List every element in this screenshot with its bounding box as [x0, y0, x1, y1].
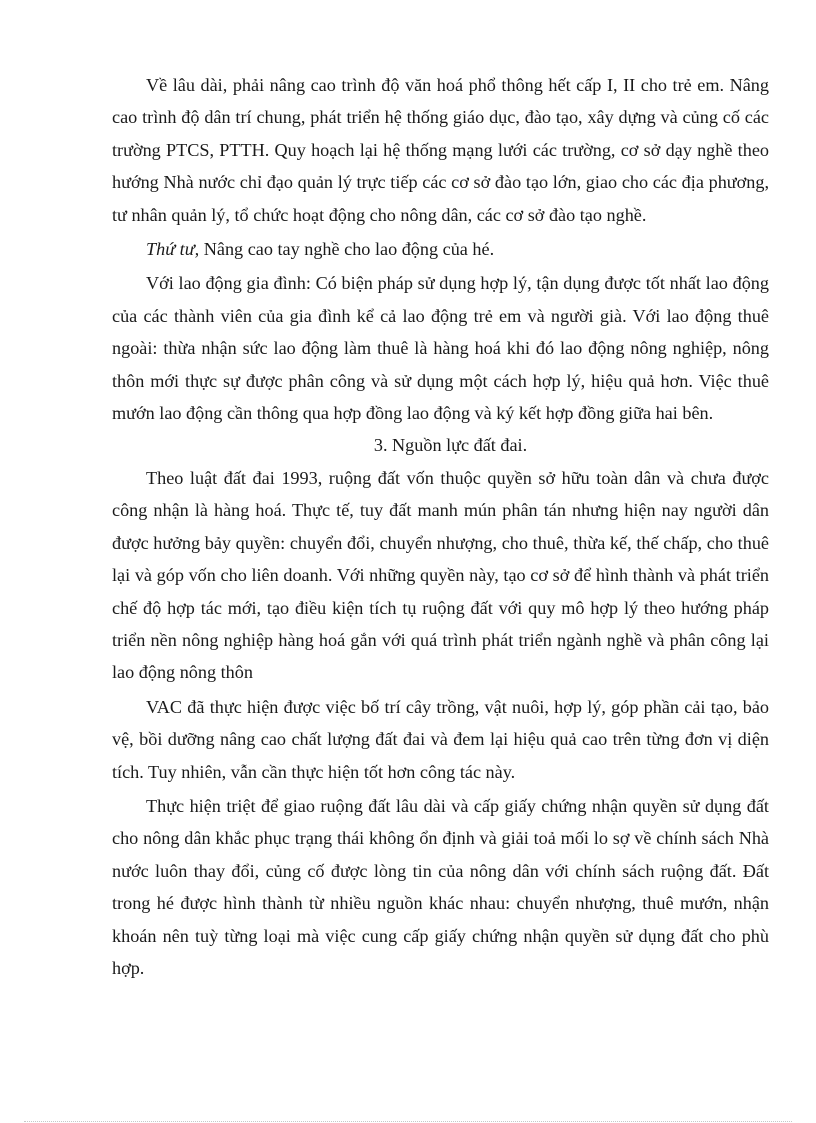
- point-four-text: Nâng cao tay nghề cho lao động của hé.: [199, 239, 495, 260]
- paragraph-land-law: Theo luật đất đai 1993, ruộng đất vốn thuộc quyền sở hữu toàn dân và chưa được công nhận là hàng hoá. Thực tế, tuy đất manh mún phân tán nhưng hiện nay người dân được hưởng bảy quyền: chuyển đổi, chuyển nhượng, cho thuê, thừa kế, thế chấp, cho thuê lại và góp vốn cho liên doanh. Với những quyền này, tạo cơ sở để hình thành và phát triển chế độ hợp tác mới, tạo điều kiện tích tụ ruộng đất với quy mô hợp lý theo hướng pháp triển nền nông nghiệp hàng hoá gắn với quá trình phát triển ngành nghề và phân công lại lao động nông thôn: [112, 467, 769, 683]
- paragraph-point-four: [112, 233, 769, 265]
- paragraph-vac: VAC đã thực hiện được việc bố trí cây trồng, vật nuôi, hợp lý, góp phần cải tạo, bảo vệ, bồi dưỡng nâng cao chất lượng đất đai và đem lại hiệu quả cao trên từng đơn vị diện tích. Tuy nhiên, vẫn cần thực hiện tốt hơn công tác này.: [112, 696, 769, 782]
- paragraph-land-certificate: Thực hiện triệt để giao ruộng đất lâu dài và cấp giấy chứng nhận quyền sử dụng đất cho nông dân khắc phục trạng thái không ổn định và giải toả mối lo sợ về chính sách Nhà nước luôn thay đổi, củng cố được lòng tin của nông dân với chính sách ruộng đất. Đất trong hé được hình thành từ nhiều nguồn khác nhau: chuyển nhượng, thuê mướn, nhận khoán nên tuỳ từng loại mà việc cung cấp giấy chứng nhận quyền sử dụng đất cho phù hợp.: [112, 795, 769, 978]
- section-heading: 3. Nguồn lực đất đai.: [373, 435, 528, 456]
- page-bottom-divider: [24, 1121, 792, 1122]
- paragraph-education: Về lâu dài, phải nâng cao trình độ văn hoá phổ thông hết cấp I, II cho trẻ em. Nâng cao trình độ dân trí chung, phát triển hệ thống giáo dục, đào tạo, xây dựng và củng cố các trường PTCS, PTTH. Quy hoạch lại hệ thống mạng lưới các trường, cơ sở dạy nghề theo hướng Nhà nước chỉ đạo quản lý trực tiếp các cơ sở đào tạo lớn, giao cho các địa phương, tư nhân quản lý, tổ chức hoạt động cho nông dân, các cơ sở đào tạo nghề.: [112, 75, 769, 225]
- document-page: [112, 69, 769, 984]
- paragraph-labor: Với lao động gia đình: Có biện pháp sử dụng hợp lý, tận dụng được tốt nhất lao động của các thành viên của gia đình kể cả lao động trẻ em và người già. Với lao động thuê ngoài: thừa nhận sức lao động làm thuê là hàng hoá khi đó lao động nông nghiệp, nông thôn mới thực sự được phân công và sử dụng một cách hợp lý, hiệu quả hơn. Việc thuê mướn lao động cần thông qua hợp đồng lao động và ký kết hợp đồng giữa hai bên.: [112, 273, 769, 424]
- point-four-lead: Thứ tư,: [146, 239, 200, 260]
